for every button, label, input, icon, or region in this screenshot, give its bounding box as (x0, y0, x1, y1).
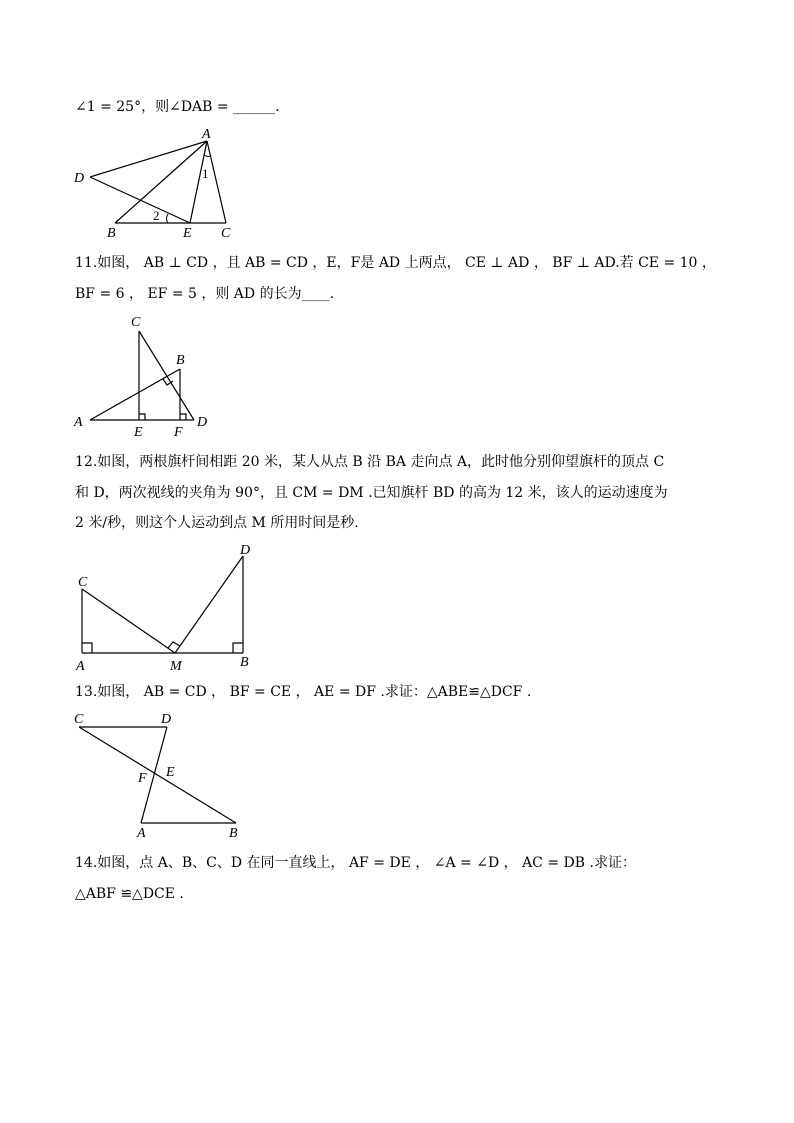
label-D: D (74, 171, 85, 186)
right-angle-E (139, 414, 145, 420)
label-B: B (107, 226, 116, 240)
label-E: E (134, 425, 143, 440)
label-C: C (74, 712, 84, 727)
figure-10 (70, 125, 250, 240)
q11-line2: BF = 6 ， EF = 5 ，则 AD 的长为____. (75, 286, 335, 302)
q12-line3: 2 米/秒，则这个人运动到点 M 所用时间是秒. (75, 515, 359, 531)
label-D: D (240, 543, 251, 558)
label-A: A (74, 415, 83, 430)
right-angle-F (180, 414, 186, 420)
q12-line1: 12.如图，两根旗杆间相距 20 米，某人从点 B 沿 BA 走向点 A，此时他分别仰望旗杆的顶点 C (75, 454, 665, 470)
seg-AC (207, 141, 226, 223)
label-2: 2 (153, 208, 160, 223)
label-E: E (183, 226, 192, 240)
right-angle-M (168, 642, 180, 648)
label-E: E (166, 765, 175, 780)
seg-DE (90, 177, 190, 223)
q11-line1: 11.如图， AB ⊥ CD ，且 AB = CD ，E，F是 AD 上两点， CE ⊥ AD ， BF ⊥ AD.若 CE = 10 ， (75, 255, 716, 271)
seg-DM (175, 556, 243, 653)
seg-CD (139, 331, 194, 420)
q13-line1: 13.如图， AB = CD ， BF = CE ， AE = DF .求证：△ABE≌△DCF . (75, 684, 532, 700)
label-D: D (197, 415, 208, 430)
label-C: C (131, 315, 141, 330)
seg-CM (82, 589, 175, 653)
q10-text: ∠1 = 25°，则∠DAB = ______. (75, 99, 280, 115)
label-C: C (221, 226, 231, 240)
figure-13 (70, 708, 250, 843)
label-D: D (161, 712, 172, 727)
label-B: B (176, 353, 185, 368)
label-C: C (78, 575, 88, 590)
seg-CB (79, 727, 236, 823)
label-F: F (174, 425, 183, 440)
right-angle-A (82, 643, 92, 653)
figure-12 (70, 540, 265, 675)
seg-AB (90, 369, 180, 420)
figure-11 (70, 313, 220, 443)
angle2-arc (167, 214, 169, 223)
label-1: 1 (202, 166, 209, 181)
right-angle-B (233, 643, 243, 653)
label-M: M (170, 659, 182, 674)
label-A: A (137, 826, 146, 841)
label-F: F (138, 771, 147, 786)
seg-AD (90, 141, 207, 177)
label-A: A (76, 659, 85, 674)
label-B: B (240, 655, 249, 670)
q12-line2: 和 D，两次视线的夹角为 90°，且 CM = DM .已知旗杆 BD 的高为 12 米，该人的运动速度为 (75, 485, 668, 501)
seg-AB (115, 141, 207, 223)
label-A: A (202, 127, 211, 142)
q14-line2: △ABF ≌△DCE . (75, 886, 184, 902)
q14-line1: 14.如图，点 A、B、C、D 在同一直线上， AF = DE ， ∠A = ∠D ， AC = DB .求证： (75, 855, 636, 871)
label-B: B (229, 826, 238, 841)
